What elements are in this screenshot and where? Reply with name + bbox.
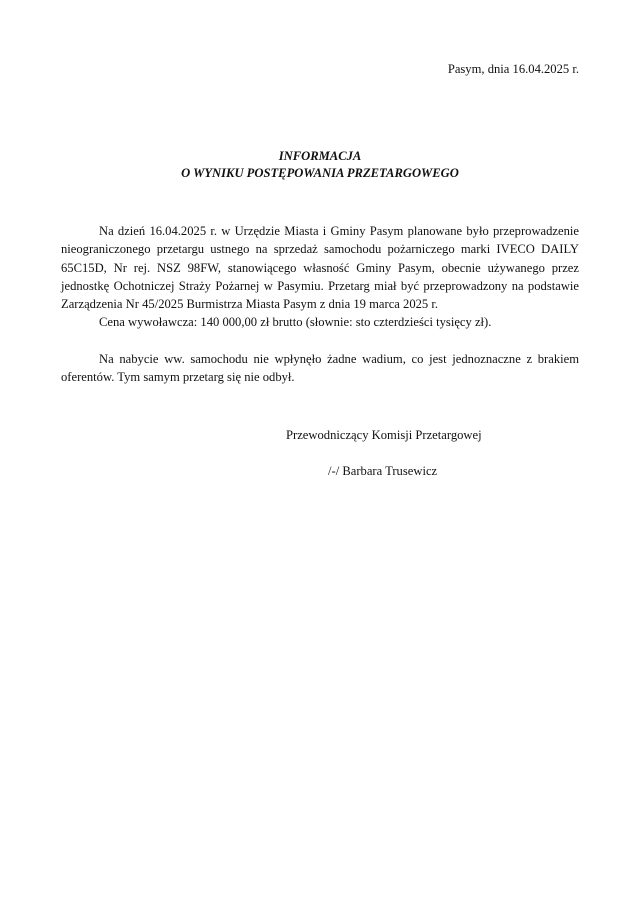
paragraph-starting-price: Cena wywoławcza: 140 000,00 zł brutto (słownie: sto czterdzieści tysięcy zł). <box>99 315 492 330</box>
title-line-1: INFORMACJA <box>278 149 362 163</box>
document-body <box>61 222 579 386</box>
paragraph-result: Na nabycie ww. samochodu nie wpłynęło żadne wadium, co jest jednoznaczne z brakiem oferentów. Tym samym przetarg się nie odbył. <box>61 351 579 385</box>
title-line-2: O WYNIKU POSTĘPOWANIA PRZETARGOWEGO <box>181 165 459 180</box>
paragraph-auction-info: Na dzień 16.04.2025 r. w Urzędzie Miasta i Gminy Pasym planowane było przeprowadzenie nieograniczonego przetargu ustnego na sprzedaż samochodu pożarniczego marki IVECO DAILY 65C15D, Nr rej. NSZ 98FW, stanowiącego własność Gminy Pasym, obecnie używanego przez jednostkę Ochotniczej Straży Pożarnej w Pasymiu. Przetarg miał być przeprowadzony na podstawie Zarządzenia Nr 45/2025 Burmistrza Miasta Pasym z dnia 19 marca 2025 r. <box>61 224 579 312</box>
signature-role: Przewodniczący Komisji Przetargowej <box>286 428 482 442</box>
document-title <box>0 148 640 181</box>
place-date: Pasym, dnia 16.04.2025 r. <box>447 62 579 76</box>
signature-name: /-/ Barbara Trusewicz <box>328 464 438 478</box>
